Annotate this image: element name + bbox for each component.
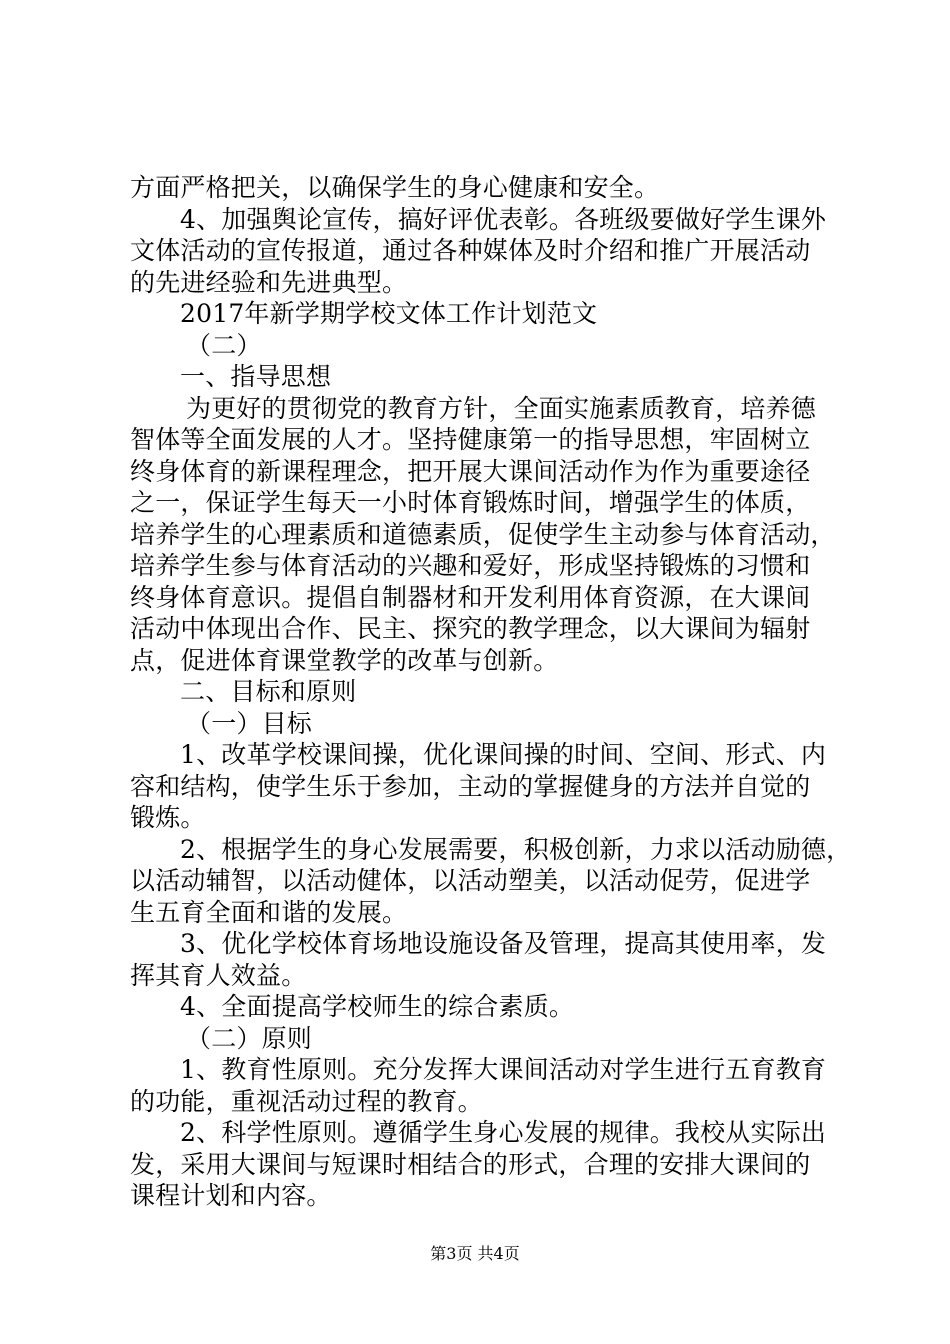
text-line: 2017年新学期学校文体工作计划范文 xyxy=(180,299,598,328)
text-line: 的功能，重视活动过程的教育。 xyxy=(130,1086,483,1116)
text-line: 活动中体现出合作、民主、探究的教学理念，以大课间为辐射 xyxy=(130,614,811,643)
text-line: 二、目标和原则 xyxy=(180,677,357,706)
text-line: 挥其育人效益。 xyxy=(130,960,307,990)
text-line: 课程计划和内容。 xyxy=(130,1181,332,1210)
text-line: 之一，保证学生每天一小时体育锻炼时间，增强学生的体质， xyxy=(130,488,811,517)
text-line: 1、改革学校课间操，优化课间操的时间、空间、形式、内 xyxy=(180,740,827,769)
text-line: 3、优化学校体育场地设施设备及管理，提高其使用率，发 xyxy=(180,929,827,958)
text-line: 4、加强舆论宣传，搞好评优表彰。各班级要做好学生课外 xyxy=(180,204,827,234)
text-line: 以活动辅智，以活动健体，以活动塑美，以活动促劳，促进学 xyxy=(130,866,811,895)
text-line: 2、科学性原则。遵循学生身心发展的规律。我校从实际出 xyxy=(180,1118,827,1147)
text-line: 的先进经验和先进典型。 xyxy=(130,267,408,297)
text-line: 点，促进体育课堂教学的改革与创新。 xyxy=(130,645,559,675)
text-line: 终身体育的新课程理念，把开展大课间活动作为作为重要途径 xyxy=(130,456,811,486)
text-line: 智体等全面发展的人才。坚持健康第一的指导思想，牢固树立 xyxy=(130,425,811,454)
page-footer: 第3页 共4页 xyxy=(430,1244,520,1263)
text-line: 锻炼。 xyxy=(130,803,206,832)
text-line: 容和结构，使学生乐于参加，主动的掌握健身的方法并自觉的 xyxy=(130,771,811,801)
text-line: 一、指导思想 xyxy=(180,362,332,391)
text-line: 培养学生参与体育活动的兴趣和爱好，形成坚持锻炼的习惯和 xyxy=(130,551,811,580)
text-line: 方面严格把关，以确保学生的身心健康和安全。 xyxy=(130,173,660,202)
text-line: （二） xyxy=(186,330,262,360)
text-line: 发，采用大课间与短课时相结合的形式，合理的安排大课间的 xyxy=(130,1149,811,1179)
text-line: （二）原则 xyxy=(186,1023,313,1053)
text-line: 2、根据学生的身心发展需要，积极创新，力求以活动励德， xyxy=(180,834,852,864)
text-line: （一）目标 xyxy=(186,708,313,738)
text-line: 为更好的贯彻党的教育方针，全面实施素质教育，培养德 xyxy=(186,393,817,423)
document-body xyxy=(130,172,852,1212)
text-line: 培养学生的心理素质和道德素质，促使学生主动参与体育活动， xyxy=(130,519,836,549)
text-line: 生五育全面和谐的发展。 xyxy=(130,897,408,927)
text-line: 文体活动的宣传报道，通过各种媒体及时介绍和推广开展活动 xyxy=(130,236,811,265)
text-line: 终身体育意识。提倡自制器材和开发利用体育资源，在大课间 xyxy=(130,582,811,612)
text-line: 4、全面提高学校师生的综合素质。 xyxy=(180,992,575,1021)
text-line: 1、教育性原则。充分发挥大课间活动对学生进行五育教育 xyxy=(180,1055,827,1084)
